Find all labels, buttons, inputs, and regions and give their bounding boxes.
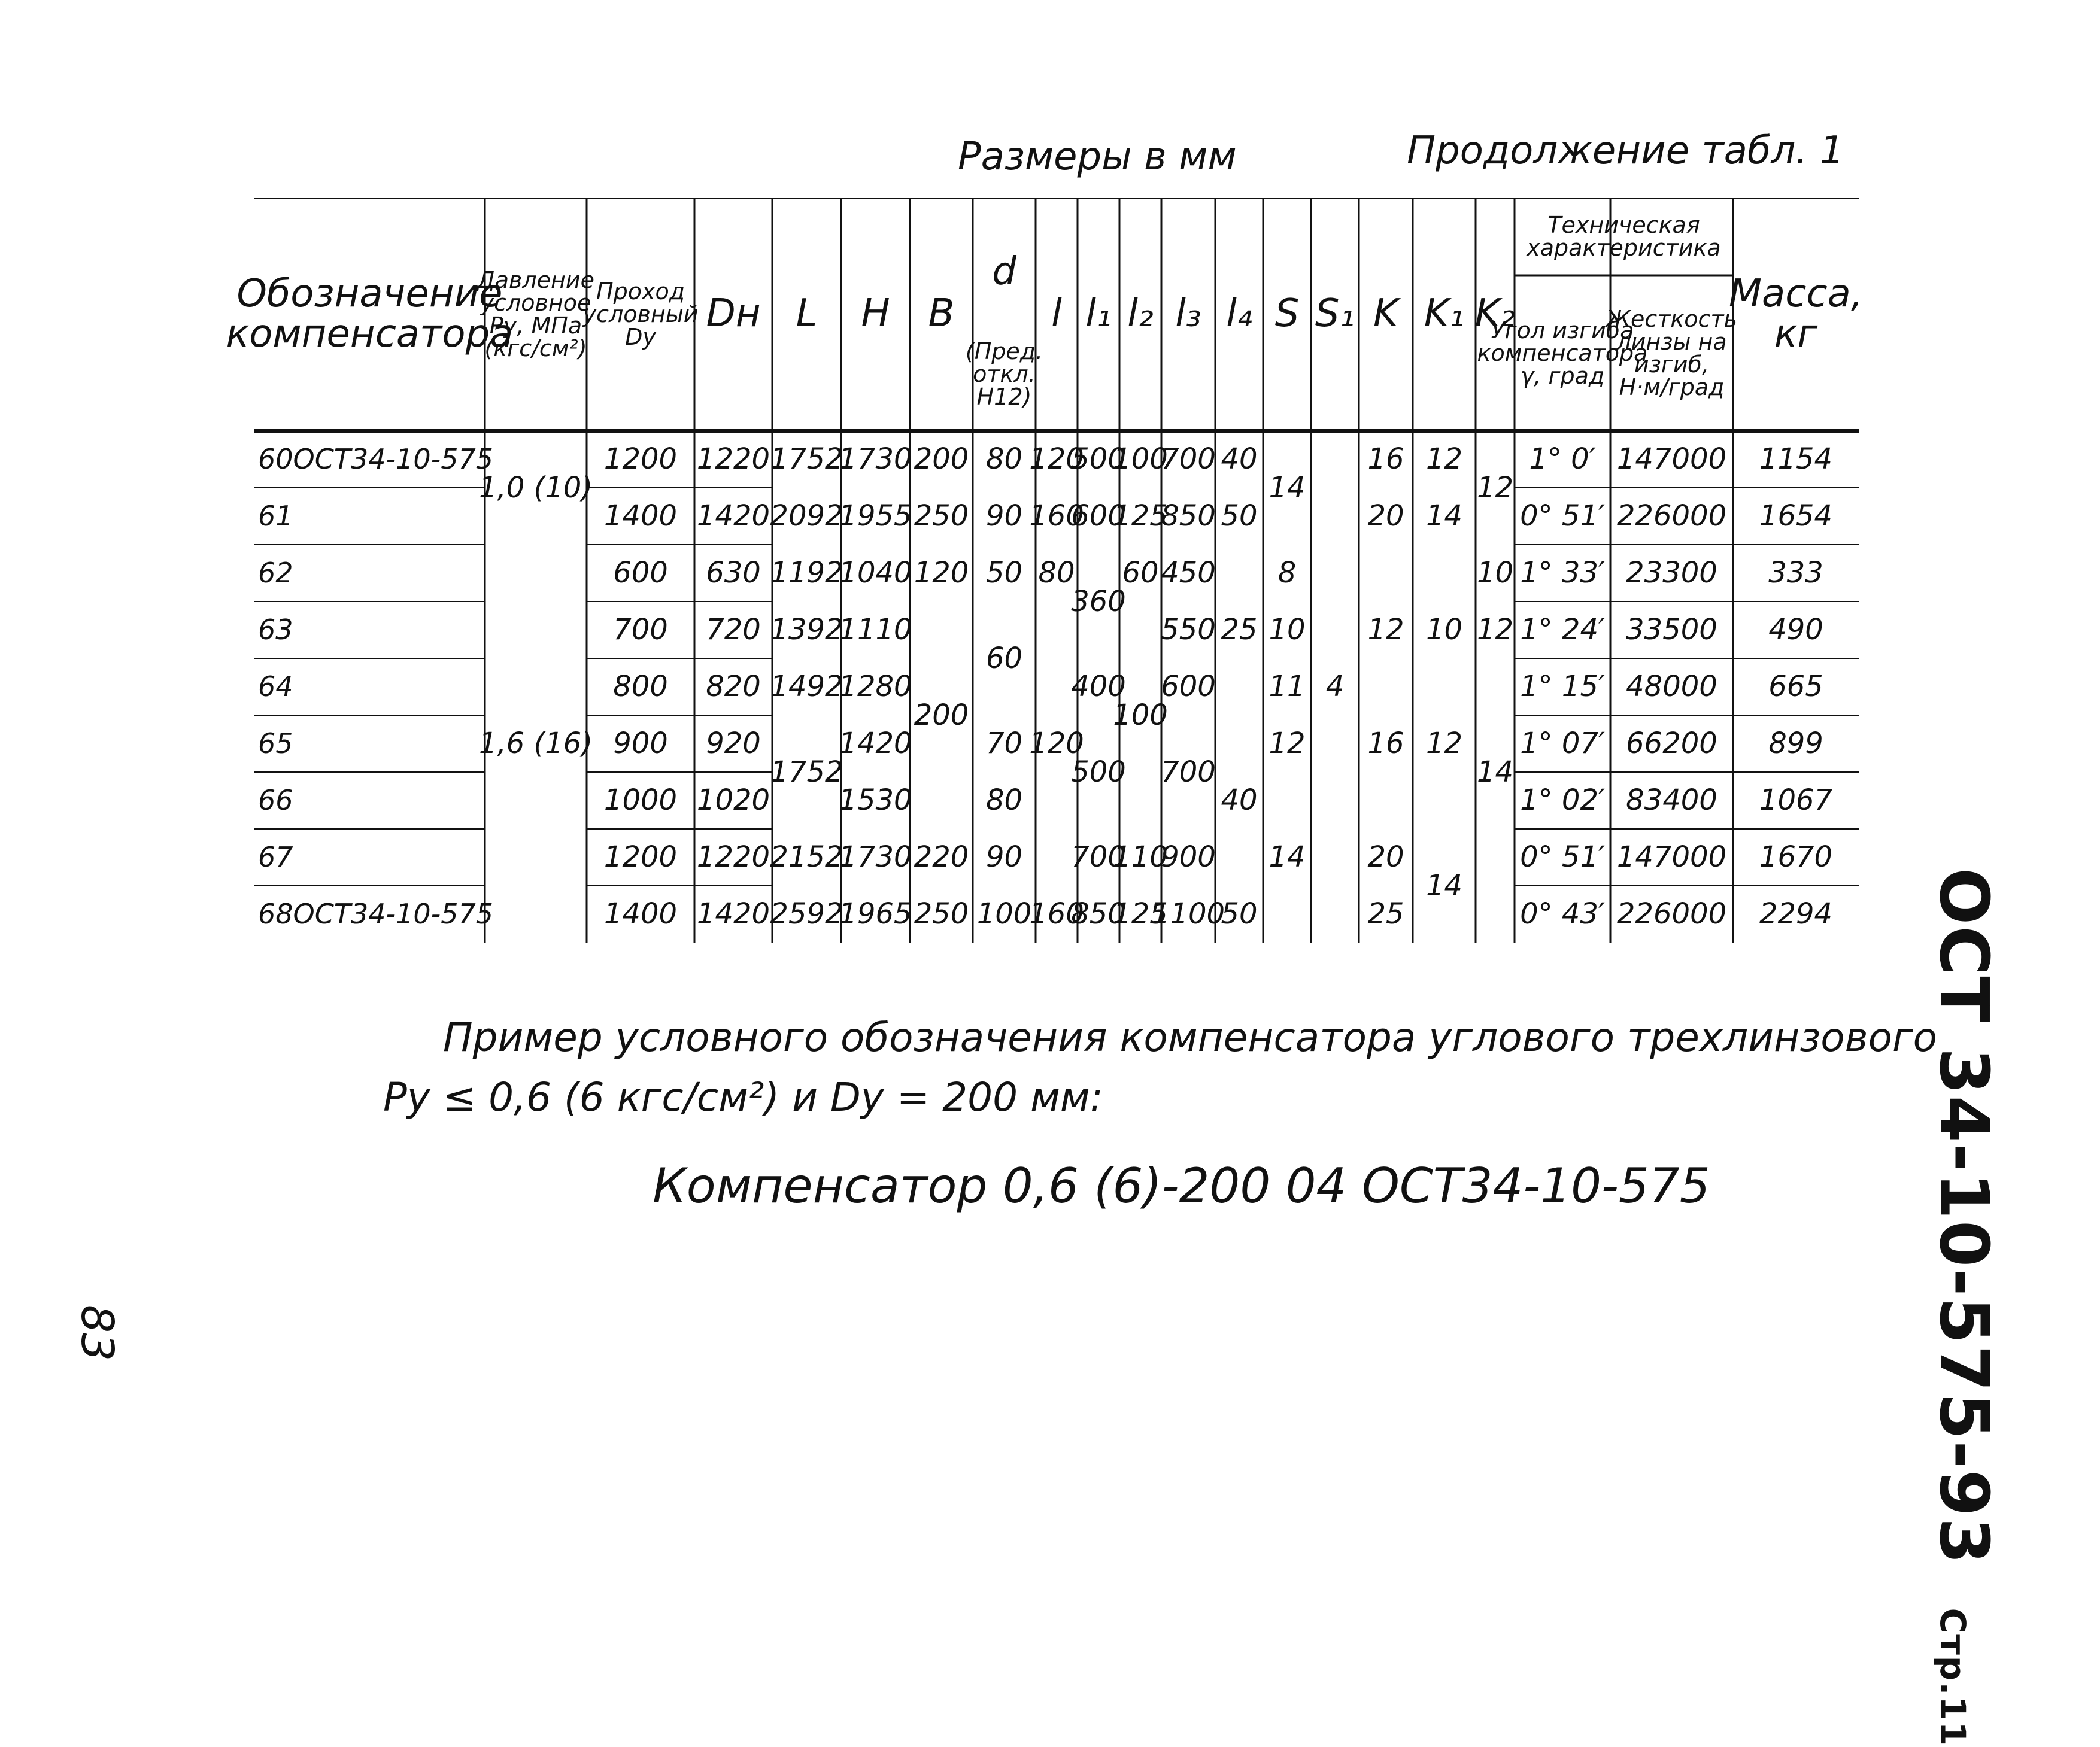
header-H: H xyxy=(861,291,890,336)
cell-designation: 65 xyxy=(258,727,293,760)
cell-L: 2152 xyxy=(770,840,843,874)
cell-designation: 66 xyxy=(258,784,293,817)
cell-angle: 0° 51′ xyxy=(1520,840,1605,874)
merged-l: 120 xyxy=(1029,727,1084,761)
cell-L: 1192 xyxy=(770,556,843,590)
cell-K2: 10 xyxy=(1476,556,1514,590)
merged-l1: 360 xyxy=(1071,584,1126,618)
header-tech: Техническая характеристика xyxy=(1527,212,1721,261)
cell-l1: 400 xyxy=(1071,670,1126,704)
header-l2: l₂ xyxy=(1127,291,1154,336)
cell-H: 1110 xyxy=(839,613,912,647)
cell-angle: 1° 33′ xyxy=(1520,556,1605,590)
cell-l: 120 xyxy=(1029,442,1084,476)
cell-l3: 550 xyxy=(1161,613,1216,647)
cell-l3: 850 xyxy=(1161,499,1216,533)
cell-l3: 450 xyxy=(1161,556,1216,590)
cell-d: 90 xyxy=(985,840,1023,874)
cell-mass: 1067 xyxy=(1759,783,1833,818)
header-l1: l₁ xyxy=(1085,291,1112,336)
cell-mass: 1154 xyxy=(1759,442,1833,476)
cell-dn: 1420 xyxy=(696,499,770,533)
cell-K: 20 xyxy=(1367,499,1404,533)
merged-l3: 700 xyxy=(1161,755,1216,789)
cell-dn: 820 xyxy=(706,670,761,704)
cell-d: 50 xyxy=(985,556,1023,590)
cell-l: 80 xyxy=(1038,556,1075,590)
cell-S: 10 xyxy=(1269,613,1306,647)
cell-rigidity: 147000 xyxy=(1616,442,1727,476)
merged-pressure: 1,6 (16) xyxy=(478,727,593,761)
cell-l2: 125 xyxy=(1113,897,1168,931)
cell-S: 14 xyxy=(1269,840,1306,874)
header-d-tolerance: (Пред. откл. H12) xyxy=(965,338,1043,410)
cell-K: 16 xyxy=(1367,727,1404,761)
cell-B: 220 xyxy=(914,840,969,874)
cell-B: 250 xyxy=(914,499,969,533)
cell-l3: 600 xyxy=(1161,670,1216,704)
cell-H: 1965 xyxy=(839,897,912,931)
header-l3: l₃ xyxy=(1175,291,1201,336)
cell-l4: 40 xyxy=(1221,442,1258,476)
cell-rigidity: 83400 xyxy=(1626,783,1717,818)
header-S1: S₁ xyxy=(1315,291,1355,336)
header-rigidity: Жесткость линзы на изгиб, Н·м/град xyxy=(1606,306,1737,400)
cell-d: 100 xyxy=(976,897,1032,931)
header-mass: Масса, кг xyxy=(1728,271,1864,356)
merged-L: 1752 xyxy=(770,755,843,789)
cell-rigidity: 48000 xyxy=(1626,670,1717,704)
cell-mass: 2294 xyxy=(1759,897,1833,931)
header-l: l xyxy=(1051,291,1062,336)
merged-K1: 14 xyxy=(1425,868,1463,903)
header-dn: Dн xyxy=(706,291,761,336)
cell-H: 1730 xyxy=(839,840,912,874)
cell-dn: 920 xyxy=(706,727,761,761)
merged-l1: 500 xyxy=(1071,755,1126,789)
cell-l4: 25 xyxy=(1221,613,1258,647)
cell-d: 70 xyxy=(985,727,1023,761)
cell-H: 1280 xyxy=(839,670,912,704)
example-caption-line2: Ру ≤ 0,6 (6 кгс/см²) и Dу = 200 мм: xyxy=(383,1074,1103,1120)
cell-K: 25 xyxy=(1367,897,1404,931)
cell-H: 1420 xyxy=(839,727,912,761)
cell-l1: 600 xyxy=(1071,499,1126,533)
cell-mass: 333 xyxy=(1768,556,1823,590)
merged-l2: 100 xyxy=(1113,698,1168,732)
cell-d: 90 xyxy=(985,499,1023,533)
cell-l2: 110 xyxy=(1113,840,1168,874)
merged-S1: 4 xyxy=(1325,670,1345,704)
cell-angle: 1° 02′ xyxy=(1520,783,1605,818)
cell-rigidity: 23300 xyxy=(1626,556,1717,590)
cell-dy: 900 xyxy=(613,727,668,761)
cell-l3: 700 xyxy=(1161,442,1216,476)
cell-rigidity: 226000 xyxy=(1616,897,1727,931)
standard-page: Стр.11 xyxy=(1932,1608,1973,1747)
cell-dy: 700 xyxy=(613,613,668,647)
header-d: d xyxy=(992,250,1016,294)
cell-rigidity: 66200 xyxy=(1626,727,1717,761)
cell-angle: 0° 51′ xyxy=(1520,499,1605,533)
cell-designation: 63 xyxy=(258,613,293,646)
example-designation: Компенсатор 0,6 (6)-200 04 ОСТ34-10-575 xyxy=(653,1158,1710,1214)
cell-dn: 1220 xyxy=(696,442,770,476)
cell-S: 8 xyxy=(1277,556,1297,590)
cell-K1: 12 xyxy=(1425,442,1463,476)
cell-L: 1492 xyxy=(770,670,843,704)
cell-l1: 700 xyxy=(1071,840,1126,874)
cell-l2: 100 xyxy=(1113,442,1168,476)
header-diameter: Проход условный Dу xyxy=(582,278,699,350)
cell-dn: 720 xyxy=(706,613,761,647)
cell-mass: 1670 xyxy=(1759,840,1833,874)
cell-l3: 900 xyxy=(1161,840,1216,874)
header-K1: K₁ xyxy=(1424,291,1465,336)
cell-mass: 1654 xyxy=(1759,499,1833,533)
cell-S: 12 xyxy=(1269,727,1306,761)
cell-B: 200 xyxy=(914,442,969,476)
cell-S: 11 xyxy=(1269,670,1306,704)
header-B: B xyxy=(928,291,955,336)
cell-L: 1392 xyxy=(770,613,843,647)
header-designation: Обозначение компенсатора xyxy=(226,271,514,356)
cell-dy: 1400 xyxy=(603,897,678,931)
cell-dy: 1200 xyxy=(603,840,678,874)
header-angle: Угол изгиба компенсатора γ, град xyxy=(1477,317,1648,389)
header-pressure: Давление условное Ру, МПа (кгс/см²) xyxy=(477,267,594,361)
cell-K1: 12 xyxy=(1425,727,1463,761)
cell-designation: 62 xyxy=(258,557,293,590)
dimensions-table xyxy=(226,198,1864,964)
page-number: 83 xyxy=(71,1305,123,1362)
cell-mass: 490 xyxy=(1768,613,1823,647)
cell-dy: 800 xyxy=(613,670,668,704)
cell-H: 1530 xyxy=(839,783,912,818)
merged-K2: 14 xyxy=(1476,755,1514,789)
header-L: L xyxy=(796,291,818,336)
cell-rigidity: 33500 xyxy=(1626,613,1717,647)
cell-L: 1752 xyxy=(770,442,843,476)
standard-code-text: ОСТ 34-10-575-93 xyxy=(1925,868,2002,1566)
cell-designation: 61 xyxy=(258,500,293,533)
cell-dy: 1400 xyxy=(603,499,678,533)
cell-designation: 67 xyxy=(258,841,293,874)
cell-l4: 50 xyxy=(1221,897,1258,931)
cell-dy: 1000 xyxy=(603,783,678,818)
cell-mass: 899 xyxy=(1768,727,1823,761)
dimensions-note: Размеры в мм xyxy=(958,135,1237,179)
header-S: S xyxy=(1274,291,1300,336)
cell-rigidity: 147000 xyxy=(1616,840,1727,874)
cell-l1: 850 xyxy=(1071,897,1126,931)
cell-angle: 1° 15′ xyxy=(1520,670,1605,704)
cell-rigidity: 226000 xyxy=(1616,499,1727,533)
merged-l4: 40 xyxy=(1221,783,1258,818)
cell-dn: 1420 xyxy=(696,897,770,931)
cell-mass: 665 xyxy=(1768,670,1823,704)
cell-designation: 64 xyxy=(258,670,293,703)
cell-dn: 630 xyxy=(706,556,761,590)
header-K: K xyxy=(1373,291,1398,336)
cell-l2: 125 xyxy=(1113,499,1168,533)
cell-H: 1955 xyxy=(839,499,912,533)
merged-K2: 12 xyxy=(1476,470,1514,505)
cell-H: 1040 xyxy=(839,556,912,590)
cell-B: 250 xyxy=(914,897,969,931)
header-K2: K₂ xyxy=(1474,291,1516,336)
cell-dy: 1200 xyxy=(603,442,678,476)
merged-S: 14 xyxy=(1269,470,1306,505)
cell-angle: 1° 0′ xyxy=(1529,442,1596,476)
table-continuation: Продолжение табл. 1 xyxy=(1407,129,1844,173)
cell-l3: 1100 xyxy=(1151,897,1225,931)
cell-K1: 14 xyxy=(1425,499,1463,533)
cell-K2: 12 xyxy=(1476,613,1514,647)
merged-K1: 10 xyxy=(1425,613,1463,647)
cell-angle: 1° 24′ xyxy=(1520,613,1605,647)
header-l4: l₄ xyxy=(1226,291,1252,336)
cell-d: 80 xyxy=(985,783,1023,818)
standard-code xyxy=(1925,868,2002,1747)
merged-K: 12 xyxy=(1367,613,1404,647)
cell-angle: 0° 43′ xyxy=(1520,897,1605,931)
cell-K: 16 xyxy=(1367,442,1404,476)
cell-d: 80 xyxy=(985,442,1023,476)
cell-l2: 60 xyxy=(1122,556,1159,590)
cell-B: 120 xyxy=(914,556,969,590)
example-caption-line1: Пример условного обозначения компенсатора углового трехлинзового xyxy=(443,1014,1938,1061)
cell-dy: 600 xyxy=(613,556,668,590)
cell-l: 160 xyxy=(1029,897,1084,931)
cell-dn: 1220 xyxy=(696,840,770,874)
cell-l1: 500 xyxy=(1071,442,1126,476)
cell-designation: 68ОСТ34-10-575 xyxy=(258,898,494,931)
cell-L: 2092 xyxy=(770,499,843,533)
merged-d: 60 xyxy=(985,641,1023,675)
cell-L: 2592 xyxy=(770,897,843,931)
cell-angle: 1° 07′ xyxy=(1520,727,1605,761)
cell-l4: 50 xyxy=(1221,499,1258,533)
cell-H: 1730 xyxy=(839,442,912,476)
cell-l: 160 xyxy=(1029,499,1084,533)
cell-K: 20 xyxy=(1367,840,1404,874)
merged-pressure: 1,0 (10) xyxy=(478,470,593,505)
merged-B: 200 xyxy=(914,698,969,732)
cell-dn: 1020 xyxy=(696,783,770,818)
cell-designation: 60ОСТ34-10-575 xyxy=(258,443,494,476)
